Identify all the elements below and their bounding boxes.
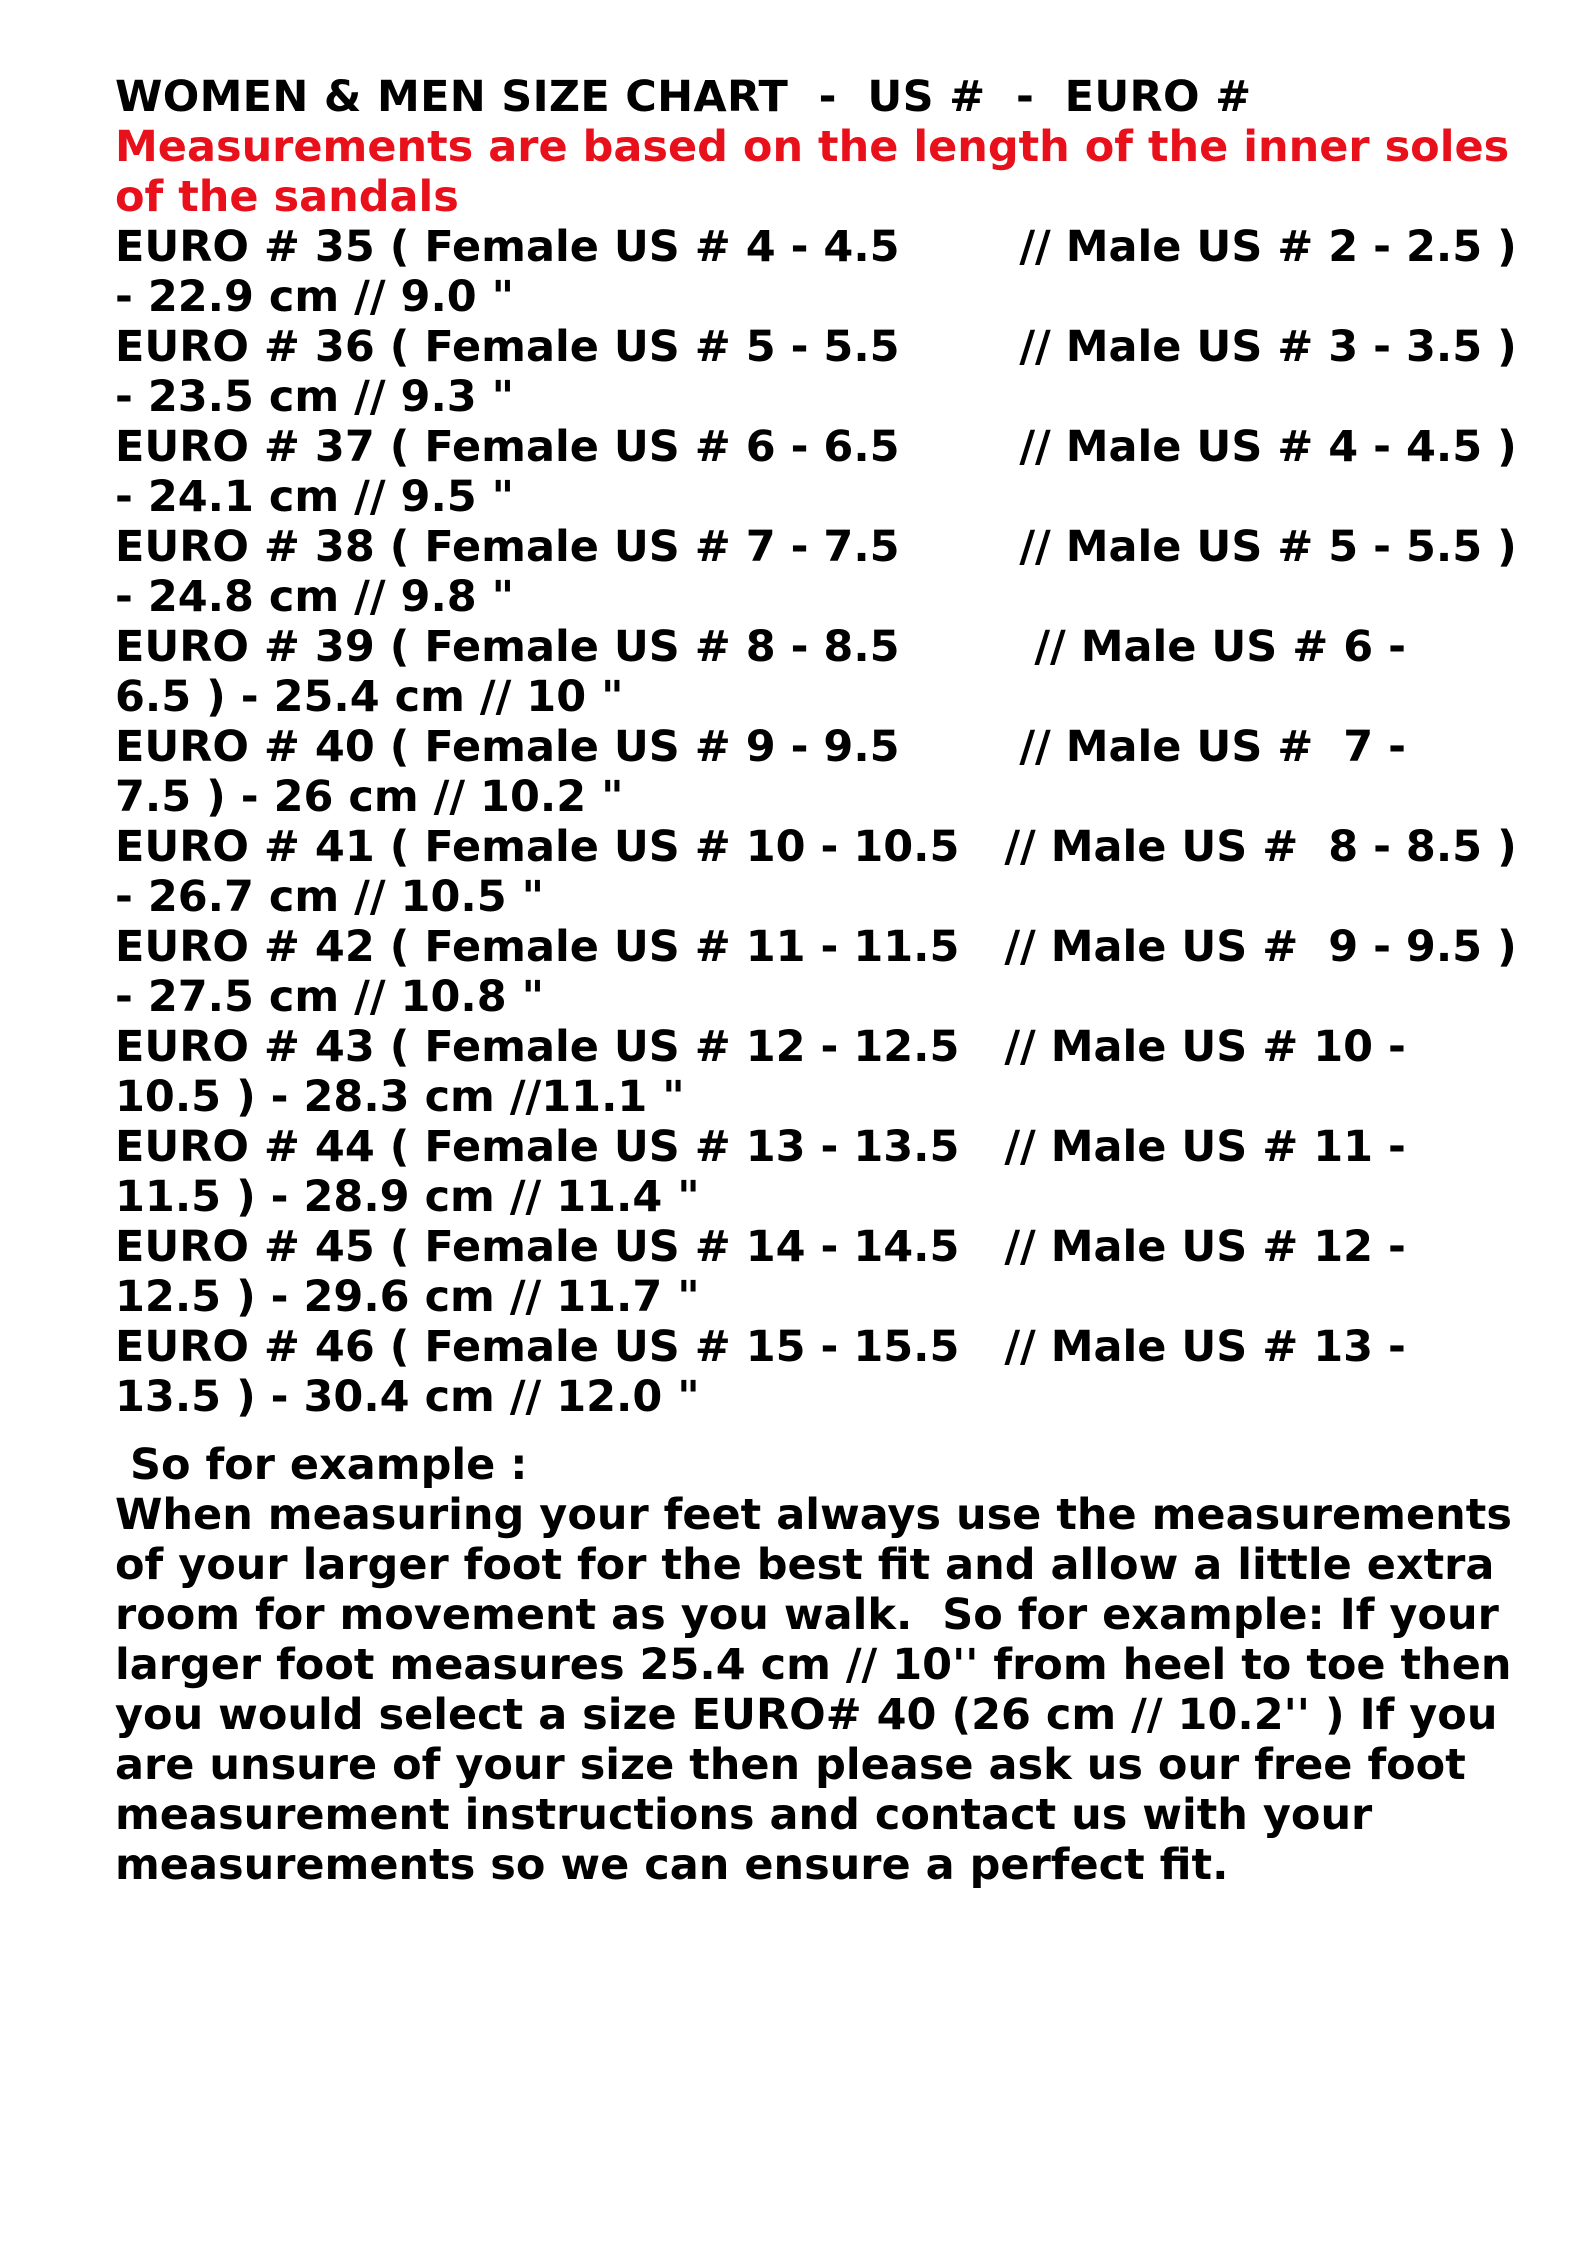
size-entry-euro-43 xyxy=(115,1022,1555,1122)
size-entry-line-2: - 24.8 cm // 9.8 " xyxy=(115,572,515,622)
size-entry-line-1: EURO # 36 ( Female US # 5 - 5.5 // Male US # 3 - 3.5 ) xyxy=(115,322,1517,372)
size-entry-line-2: 12.5 ) - 29.6 cm // 11.7 " xyxy=(115,1272,700,1322)
size-entry-euro-46 xyxy=(115,1322,1555,1422)
size-entry-euro-37 xyxy=(115,422,1555,522)
size-entry-line-2: - 27.5 cm // 10.8 " xyxy=(115,972,544,1022)
size-entry-line-1: EURO # 42 ( Female US # 11 - 11.5 // Male US # 9 - 9.5 ) xyxy=(115,922,1517,972)
size-entry-line-2: - 24.1 cm // 9.5 " xyxy=(115,472,515,522)
size-entry-euro-40 xyxy=(115,722,1555,822)
size-entry-line-2: 11.5 ) - 28.9 cm // 11.4 " xyxy=(115,1172,700,1222)
size-entry-line-1: EURO # 44 ( Female US # 13 - 13.5 // Male US # 11 - xyxy=(115,1122,1406,1172)
example-line: larger foot measures 25.4 cm // 10'' from heel to toe then xyxy=(115,1640,1512,1690)
size-entry-line-1: EURO # 45 ( Female US # 14 - 14.5 // Male US # 12 - xyxy=(115,1222,1406,1272)
example-line: room for movement as you walk. So for example: If your xyxy=(115,1590,1499,1640)
example-line: you would select a size EURO# 40 (26 cm // 10.2'' ) If you xyxy=(115,1690,1498,1740)
size-entry-euro-39 xyxy=(115,622,1555,722)
example-line: of your larger foot for the best fit and allow a little extra xyxy=(115,1540,1495,1590)
example-line: measurements so we can ensure a perfect fit. xyxy=(115,1840,1229,1890)
size-entry-line-2: - 26.7 cm // 10.5 " xyxy=(115,872,544,922)
size-entry-euro-38 xyxy=(115,522,1555,622)
size-entry-line-1: EURO # 40 ( Female US # 9 - 9.5 // Male US # 7 - xyxy=(115,722,1406,772)
example-paragraph xyxy=(115,1490,1555,1890)
size-entry-line-2: - 23.5 cm // 9.3 " xyxy=(115,372,515,422)
size-entry-line-1: EURO # 37 ( Female US # 6 - 6.5 // Male US # 4 - 4.5 ) xyxy=(115,422,1517,472)
size-entry-euro-36 xyxy=(115,322,1555,422)
size-entry-line-2: 10.5 ) - 28.3 cm //11.1 " xyxy=(115,1072,685,1122)
size-entry-line-2: 6.5 ) - 25.4 cm // 10 " xyxy=(115,672,624,722)
size-entry-line-1: EURO # 46 ( Female US # 15 - 15.5 // Male US # 13 - xyxy=(115,1322,1406,1372)
subtitle-line-2: of the sandals xyxy=(115,172,459,222)
page-title: WOMEN & MEN SIZE CHART - US # - EURO # xyxy=(115,72,1252,122)
example-line: are unsure of your size then please ask us our free foot xyxy=(115,1740,1466,1790)
size-entry-euro-44 xyxy=(115,1122,1555,1222)
subtitle-line-1: Measurements are based on the length of the inner soles xyxy=(115,122,1510,172)
size-entry-line-1: EURO # 43 ( Female US # 12 - 12.5 // Male US # 10 - xyxy=(115,1022,1406,1072)
example-line: When measuring your feet always use the measurements xyxy=(115,1490,1512,1540)
example-line: measurement instructions and contact us with your xyxy=(115,1790,1373,1840)
size-entry-euro-35 xyxy=(115,222,1555,322)
size-entry-line-2: 7.5 ) - 26 cm // 10.2 " xyxy=(115,772,624,822)
size-entry-euro-41 xyxy=(115,822,1555,922)
size-entry-line-1: EURO # 35 ( Female US # 4 - 4.5 // Male US # 2 - 2.5 ) xyxy=(115,222,1517,272)
size-list xyxy=(115,222,1555,1422)
size-entry-line-1: EURO # 41 ( Female US # 10 - 10.5 // Male US # 8 - 8.5 ) xyxy=(115,822,1517,872)
size-entry-line-1: EURO # 39 ( Female US # 8 - 8.5 // Male US # 6 - xyxy=(115,622,1406,672)
size-chart-document xyxy=(115,72,1555,1890)
size-entry-euro-45 xyxy=(115,1222,1555,1322)
size-entry-line-2: 13.5 ) - 30.4 cm // 12.0 " xyxy=(115,1372,700,1422)
size-entry-line-1: EURO # 38 ( Female US # 7 - 7.5 // Male US # 5 - 5.5 ) xyxy=(115,522,1517,572)
size-entry-euro-42 xyxy=(115,922,1555,1022)
example-heading: So for example : xyxy=(115,1440,528,1490)
size-entry-line-2: - 22.9 cm // 9.0 " xyxy=(115,272,515,322)
